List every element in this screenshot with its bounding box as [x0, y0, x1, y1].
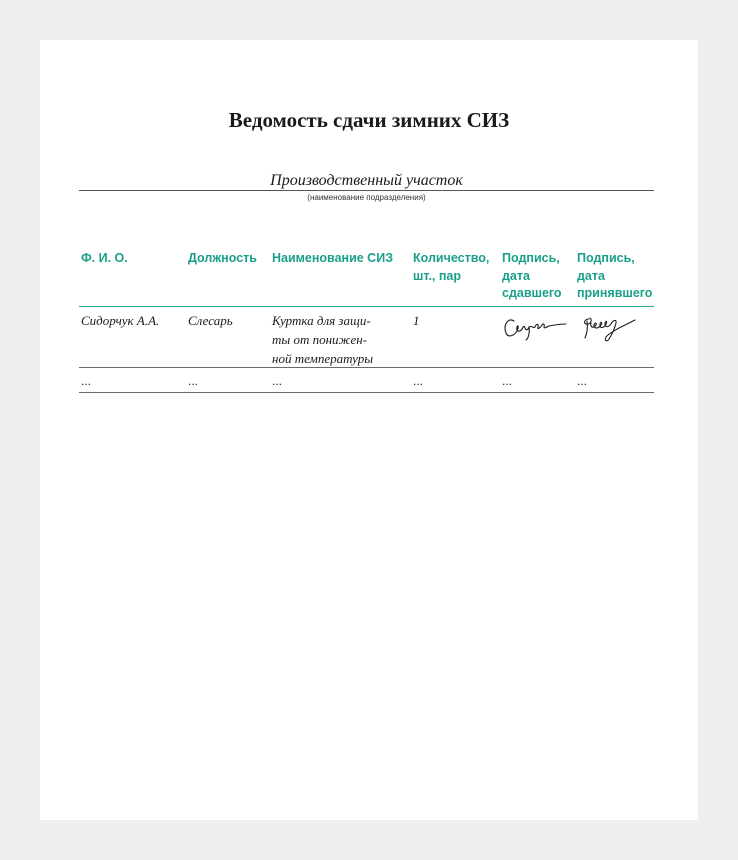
- document-title: Ведомость сдачи зимних СИЗ: [228, 108, 510, 132]
- header-item: Наименование СИЗ: [272, 251, 394, 265]
- cell-position: Слесарь: [188, 313, 233, 328]
- department-caption: (наименование подразделения): [307, 193, 426, 202]
- cell-fio: ...: [81, 374, 92, 388]
- document-sheet: [40, 40, 698, 820]
- cell-item: ...: [272, 374, 283, 388]
- cell-quantity: ...: [413, 374, 424, 388]
- department-underline: [79, 190, 654, 191]
- cell-quantity: 1: [413, 313, 420, 328]
- header-fio: Ф. И. О.: [81, 251, 128, 265]
- cell-sign-received: ...: [577, 374, 588, 388]
- table-header-row: [79, 248, 654, 307]
- cell-fio: Сидорчук А.А.: [81, 313, 160, 328]
- signature-given: [502, 307, 575, 346]
- table-row: [79, 307, 654, 368]
- header-position: Должность: [188, 251, 257, 265]
- cell-item: Куртка для защи- ты от понижен- ной температуры: [272, 313, 374, 366]
- cell-position: ...: [188, 374, 199, 388]
- header-sign-given: Подпись, дата сдавшего: [502, 251, 562, 300]
- department-value: Производственный участок: [270, 172, 463, 189]
- signature-received: [577, 307, 654, 348]
- header-sign-received: Подпись, дата принявшего: [577, 251, 653, 300]
- table-row: [79, 368, 654, 393]
- cell-sign-given: ...: [502, 374, 513, 388]
- issuance-table: [79, 248, 654, 393]
- header-quantity: Количество, шт., пар: [413, 251, 490, 283]
